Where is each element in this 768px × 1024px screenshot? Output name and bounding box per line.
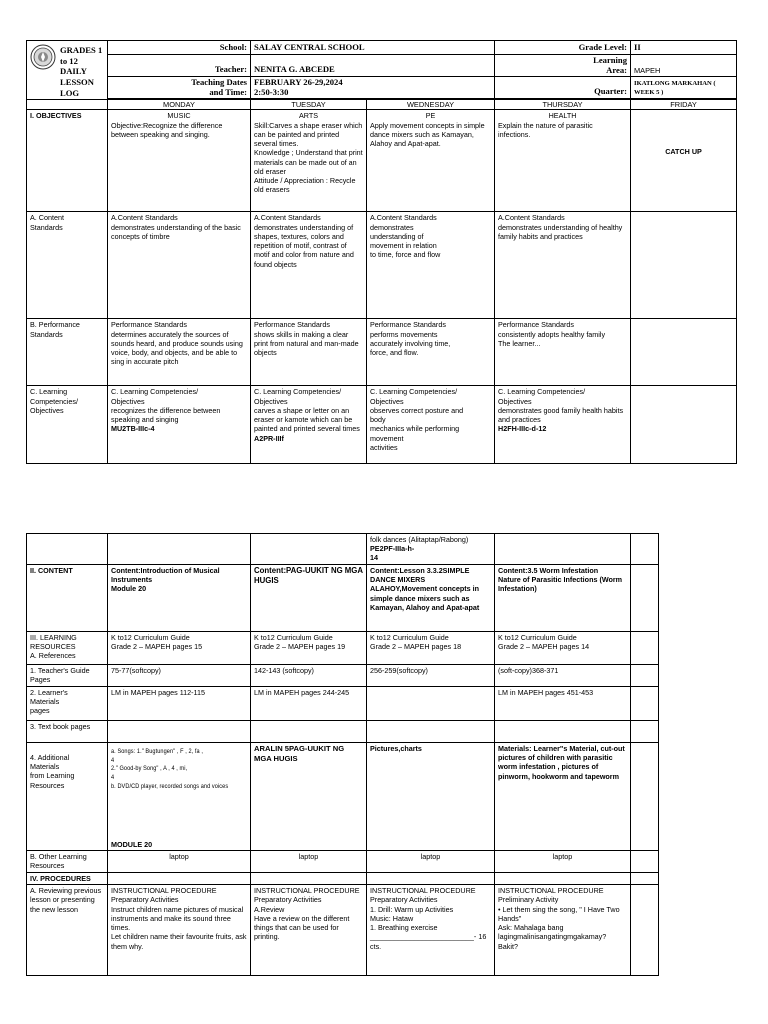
content-standards-thursday: A.Content Standards demonstrates understanding of healthy family habits and practices <box>495 212 631 319</box>
references-friday <box>631 632 659 665</box>
competencies-monday <box>108 386 251 464</box>
objectives-label: I. OBJECTIVES <box>27 110 108 212</box>
competencies-text: observes correct posture and body mechanics while performing movement activities <box>370 405 464 452</box>
content-standards-monday: A.Content Standards demonstrates understanding of the basic concepts of timbre <box>108 212 251 319</box>
day-header-empty <box>27 100 108 110</box>
procedures-thursday <box>495 873 631 885</box>
learners-materials-friday <box>631 687 659 721</box>
content-wednesday: Content:Lesson 3.3.2SIMPLE DANCE MIXERS ALAHOY,Movement concepts in simple dance mixers such as Kamayan, Alahoy and Apat-apat <box>367 565 495 632</box>
performance-standards-tuesday: Performance Standards shows skills in making a clear print from natural and man-made objects <box>251 319 367 386</box>
folk-dances-text: folk dances (Alitaptap/Rabong) <box>370 535 469 544</box>
teaching-dates-label: Teaching Dates and Time: <box>108 77 251 99</box>
quarter-label: Quarter: <box>495 77 631 99</box>
learners-materials-label: 2. Learner's Materials pages <box>27 687 108 721</box>
other-resources-label: B. Other Learning Resources <box>27 851 108 873</box>
textbook-thursday <box>495 721 631 743</box>
competencies-heading: C. Learning Competencies/ Objectives <box>370 387 458 406</box>
references-monday: K to12 Curriculum Guide Grade 2 – MAPEH pages 15 <box>108 632 251 665</box>
content-friday <box>631 565 659 632</box>
learning-resources-label: III. LEARNING RESOURCES A. References <box>27 632 108 665</box>
competencies-tuesday <box>251 386 367 464</box>
content-tuesday: Content:PAG-UUKIT NG MGA HUGIS <box>251 565 367 632</box>
learning-area-label: Learning Area: <box>495 55 631 77</box>
subject-music: MUSIC <box>167 111 191 121</box>
continued-tuesday <box>251 534 367 565</box>
objectives-thursday <box>495 110 631 212</box>
other-resources-friday <box>631 851 659 873</box>
friday-catch-up: CATCH UP <box>631 110 737 212</box>
school-label: School: <box>108 41 251 55</box>
performance-standards-friday <box>631 319 737 386</box>
teachers-guide-label: 1. Teacher's Guide Pages <box>27 665 108 687</box>
competencies-heading: C. Learning Competencies/ Objectives <box>254 387 342 406</box>
teachers-guide-friday <box>631 665 659 687</box>
form-title-line1: GRADES 1 to 12 <box>60 45 103 66</box>
competencies-label: C. Learning Competencies/ Objectives <box>27 386 108 464</box>
continued-monday <box>108 534 251 565</box>
textbook-tuesday <box>251 721 367 743</box>
competencies-wednesday <box>367 386 495 464</box>
performance-standards-monday: Performance Standards determines accurately the sources of sounds heard, and produce sounds using voice, body, and objects, and be able to sing in accurate pitch <box>108 319 251 386</box>
content-label: II. CONTENT <box>27 565 108 632</box>
module-label: MODULE 20 <box>111 839 153 849</box>
competencies-heading: C. Learning Competencies/ Objectives <box>498 387 586 406</box>
teachers-guide-tuesday: 142-143 (softcopy) <box>251 665 367 687</box>
teachers-guide-wednesday: 256-259(softcopy) <box>367 665 495 687</box>
continued-friday <box>631 534 659 565</box>
school-value: SALAY CENTRAL SCHOOL <box>251 41 495 55</box>
songs-list: a. Songs: 1." Bugtungen" , F , 2, fa , 4 2." Good-by Song" , A , 4 , mi, 4 b. DVD/CD player, recorded songs and voices <box>111 748 229 790</box>
competencies-text: demonstrates good family health habits and practices <box>498 405 624 425</box>
references-wednesday: K to12 Curriculum Guide Grade 2 – MAPEH pages 18 <box>367 632 495 665</box>
teacher-value: NENITA G. ABCEDE <box>251 55 495 77</box>
learners-materials-thursday: LM in MAPEH pages 451-453 <box>495 687 631 721</box>
reviewing-tuesday: INSTRUCTIONAL PROCEDURE Preparatory Activities A.Review Have a review on the different things that can be used for printing. <box>251 885 367 976</box>
procedures-monday <box>108 873 251 885</box>
references-thursday: K to12 Curriculum Guide Grade 2 – MAPEH pages 14 <box>495 632 631 665</box>
procedures-friday <box>631 873 659 885</box>
textbook-label: 3. Text book pages <box>27 721 108 743</box>
subject-pe: PE <box>425 111 436 121</box>
other-resources-monday: laptop <box>108 851 251 873</box>
form-title-cell <box>27 41 108 100</box>
other-resources-tuesday: laptop <box>251 851 367 873</box>
content-standards-wednesday: A.Content Standards demonstrates understanding of movement in relation to time, force and flow <box>367 212 495 319</box>
competencies-thursday <box>495 386 631 464</box>
teaching-dates-value: FEBRUARY 26-29,2024 2:50-3:30 <box>251 77 495 99</box>
lesson-log-table-page-1 <box>26 40 737 464</box>
textbook-friday <box>631 721 659 743</box>
subject-health: HEALTH <box>548 111 577 121</box>
textbook-wednesday <box>367 721 495 743</box>
deped-seal-icon <box>30 44 56 70</box>
additional-materials-monday <box>108 743 251 851</box>
additional-materials-thursday: Materials: Learner"s Material, cut-out pictures of children with parasitic worm infestation , pictures of pinworm, hookworm and tapeworm <box>495 743 631 851</box>
competencies-friday <box>631 386 737 464</box>
additional-materials-label: 4. Additional Materials from Learning Resources <box>27 743 108 851</box>
reviewing-friday <box>631 885 659 976</box>
content-thursday: Content:3.5 Worm Infestation Nature of Parasitic Infections (Worm Infestation) <box>495 565 631 632</box>
performance-standards-thursday: Performance Standards consistently adopts healthy family The learner... <box>495 319 631 386</box>
learning-area-value: MAPEH <box>631 55 737 77</box>
day-header-wednesday: WEDNESDAY <box>367 100 495 110</box>
content-standards-label: A. Content Standards <box>27 212 108 319</box>
continued-label <box>27 534 108 565</box>
reviewing-label: A. Reviewing previous lesson or presenting the new lesson <box>27 885 108 976</box>
objectives-wednesday <box>367 110 495 212</box>
learners-materials-wednesday <box>367 687 495 721</box>
content-standards-friday <box>631 212 737 319</box>
continued-wednesday <box>367 534 495 565</box>
day-header-tuesday: TUESDAY <box>251 100 367 110</box>
lesson-log-table-page-2 <box>26 533 659 976</box>
procedures-label: IV. PROCEDURES <box>27 873 108 885</box>
day-header-friday: FRIDAY <box>631 100 737 110</box>
competency-code: A2PR-IIIf <box>254 433 284 443</box>
teacher-label: Teacher: <box>108 55 251 77</box>
objectives-monday <box>108 110 251 212</box>
teachers-guide-monday: 75-77(softcopy) <box>108 665 251 687</box>
competencies-heading: C. Learning Competencies/ Objectives <box>111 387 199 406</box>
grade-level-label: Grade Level: <box>495 41 631 55</box>
objective-text-monday: Objective:Recognize the difference between speaking and singing. <box>111 120 223 139</box>
competency-code: MU2TB-IIIc-4 <box>111 424 155 434</box>
form-title-line2: DAILY LESSON LOG <box>60 66 94 98</box>
other-resources-thursday: laptop <box>495 851 631 873</box>
grade-level-value: II <box>631 41 737 55</box>
competencies-text: recognizes the difference between speaking and singing <box>111 405 221 425</box>
additional-materials-friday <box>631 743 659 851</box>
objective-text-thursday: Explain the nature of parasitic infections. <box>498 120 593 139</box>
subject-arts: ARTS <box>298 111 319 121</box>
references-tuesday: K to12 Curriculum Guide Grade 2 – MAPEH pages 19 <box>251 632 367 665</box>
objective-text-tuesday: Skill:Carves a shape eraser which can be painted and printed several times. Knowledge ; Understand that print materials can be made out of an old eraser Attitude / Appreciation : Recycle old erasers <box>254 120 363 195</box>
procedures-tuesday <box>251 873 367 885</box>
learners-materials-tuesday: LM in MAPEH pages 244-245 <box>251 687 367 721</box>
procedures-wednesday <box>367 873 495 885</box>
competencies-text: carves a shape or letter on an eraser or kamote which can be painted and printed several times <box>254 405 360 434</box>
reviewing-thursday: INSTRUCTIONAL PROCEDURE Preliminary Activity • Let them sing the song, " I Have Two Hands" Ask: Mahalaga bang lagingmalinisangatingmgakamay? Bakit? <box>495 885 631 976</box>
learners-materials-monday: LM in MAPEH pages 112-115 <box>108 687 251 721</box>
reviewing-wednesday: INSTRUCTIONAL PROCEDURE Preparatory Activities 1. Drill: Warm up Activities Music: Hataw 1. Breathing exercise __________________________- 16 cts. <box>367 885 495 976</box>
objective-text-wednesday: Apply movement concepts in simple dance mixers such as Kamayan, Alahoy and Apat-apat. <box>370 120 485 149</box>
quarter-value: IKATLONG MARKAHAN ( WEEK 5 ) <box>631 77 737 99</box>
textbook-monday <box>108 721 251 743</box>
objectives-tuesday <box>251 110 367 212</box>
teachers-guide-thursday: (soft-copy)368-371 <box>495 665 631 687</box>
performance-standards-label: B. Performance Standards <box>27 319 108 386</box>
content-standards-tuesday: A.Content Standards demonstrates understanding of shapes, textures, colors and repetition of motif, contrast of motif and color from nature and found objects <box>251 212 367 319</box>
performance-standards-wednesday: Performance Standards performs movements accurately involving time, force, and flow. <box>367 319 495 386</box>
competency-code: H2FH-IIIc-d-12 <box>498 424 547 434</box>
reviewing-monday: INSTRUCTIONAL PROCEDURE Preparatory Activities Instruct children name pictures of musical instruments and make its sound three times. Let children name their favourite fruits, ask them why. <box>108 885 251 976</box>
additional-materials-tuesday: ARALIN 5PAG-UUKIT NG MGA HUGIS <box>251 743 367 851</box>
continued-thursday <box>495 534 631 565</box>
day-header-thursday: THURSDAY <box>495 100 631 110</box>
competency-code-pe: PE2PF-IIIa-h- 14 <box>370 544 415 563</box>
additional-materials-wednesday: Pictures,charts <box>367 743 495 851</box>
other-resources-wednesday: laptop <box>367 851 495 873</box>
content-monday: Content:Introduction of Musical Instruments Module 20 <box>108 565 251 632</box>
day-header-monday: MONDAY <box>108 100 251 110</box>
